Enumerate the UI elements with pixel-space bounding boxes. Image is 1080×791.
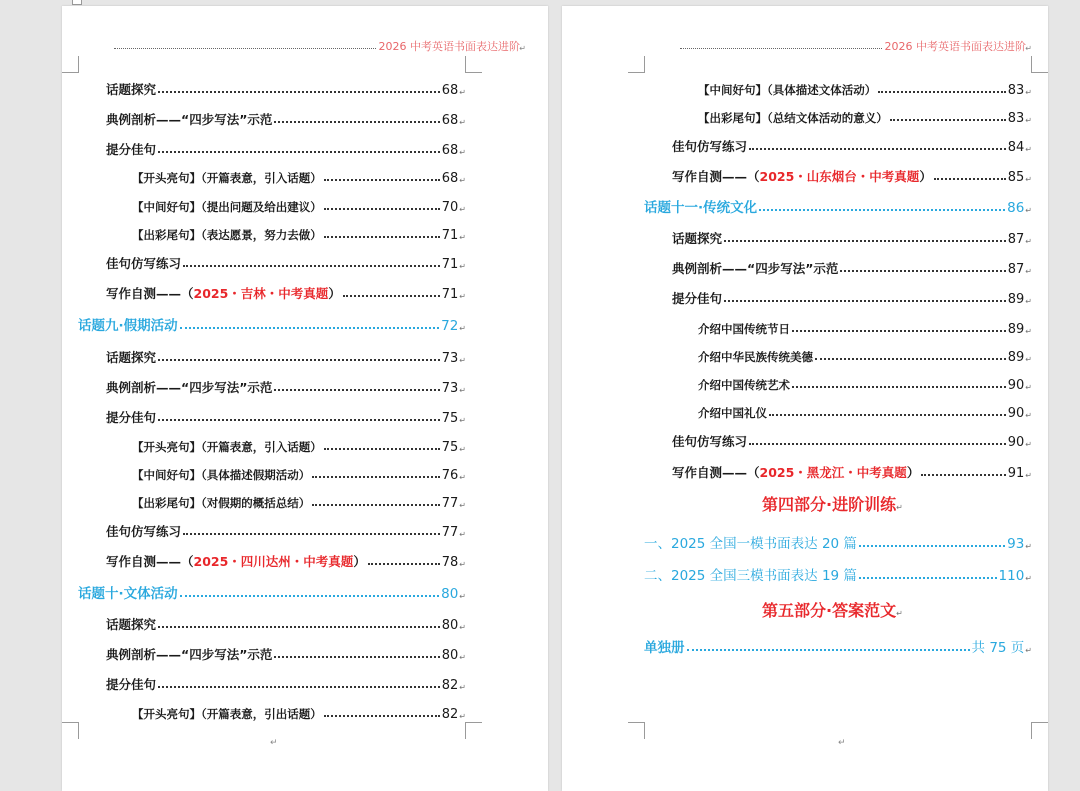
page-header: [114, 40, 526, 54]
paragraph-mark-icon: ↵: [459, 473, 466, 482]
toc-topic-heading[interactable]: [78, 582, 466, 602]
paragraph-mark-icon: ↵: [1025, 145, 1032, 154]
toc-entry[interactable]: [106, 406, 466, 426]
dot-leader: [859, 577, 997, 579]
dot-leader: [324, 236, 440, 238]
dot-leader: [158, 359, 440, 361]
toc-entry-title: 介绍中国传统艺术: [698, 378, 790, 392]
toc-entry-title: 话题探究: [672, 231, 723, 246]
title-prefix: 写作自测——（: [106, 554, 194, 569]
toc-entry-page: 83: [1007, 83, 1025, 98]
toc-entry-page: 68: [441, 83, 459, 98]
toc-entry[interactable]: [672, 135, 1032, 155]
toc-entry-page: 80: [441, 648, 459, 663]
toc-entry-title: 话题探究: [106, 617, 157, 632]
toc-entry[interactable]: [672, 227, 1032, 247]
toc-entry-title: 介绍中华民族传统美德: [698, 350, 813, 364]
paragraph-mark-icon: ↵: [459, 205, 466, 214]
paragraph-mark-icon: ↵: [838, 738, 846, 748]
paragraph-mark-icon: ↵: [459, 683, 466, 692]
dot-leader: [724, 300, 1006, 302]
toc-entry-page: 90: [1007, 406, 1025, 421]
crop-mark-top-right: [465, 56, 482, 73]
toc-entry-page: 76: [441, 468, 459, 483]
toc-entry[interactable]: [672, 430, 1032, 450]
toc-subentry[interactable]: [132, 491, 466, 511]
paragraph-mark-icon: ↵: [1025, 440, 1032, 449]
toc-entry-page: 80: [441, 618, 459, 633]
paragraph-mark-icon: ↵: [459, 501, 466, 510]
paragraph-mark-icon: ↵: [1025, 471, 1032, 480]
toc-entry-page: 89: [1007, 292, 1025, 307]
dot-leader: [183, 533, 440, 535]
dot-leader: [158, 626, 440, 628]
paragraph-mark-icon: ↵: [1025, 297, 1032, 306]
dot-leader: [158, 686, 440, 688]
toc-entry-title: [106, 552, 366, 570]
dot-leader: [180, 327, 439, 329]
toc-entry-page: 77: [441, 496, 459, 511]
paragraph-mark-icon: ↵: [896, 503, 903, 512]
paragraph-mark-icon: ↵: [459, 712, 466, 721]
toc-entry-page: 91: [1007, 466, 1025, 481]
paragraph-mark-icon: ↵: [459, 592, 466, 601]
toc-entry-exam[interactable]: [672, 461, 1032, 481]
toc-entry-page: 77: [441, 525, 459, 540]
paragraph-mark-icon: ↵: [1025, 44, 1032, 53]
exam-source: 2025・山东烟台・中考真题: [759, 169, 920, 184]
toc-entry-page: 84: [1007, 140, 1025, 155]
toc-entry-title: 【出彩尾句】（对假期的概括总结）: [132, 496, 311, 510]
dot-leader: [724, 240, 1006, 242]
toc-entry-page: 73: [441, 351, 459, 366]
dot-leader: [934, 178, 1006, 180]
toc-entry-title: 典例剖析——“四步写法”示范: [106, 112, 273, 127]
toc-entry[interactable]: [106, 520, 466, 540]
toc-entry-page: 68: [441, 171, 459, 186]
toc-subentry[interactable]: [132, 702, 466, 722]
toc-part-entry[interactable]: [644, 532, 1032, 552]
paragraph-mark-icon: ↵: [459, 623, 466, 632]
toc-entry[interactable]: [672, 287, 1032, 307]
toc-subentry[interactable]: [698, 106, 1032, 126]
dot-leader: [921, 474, 1005, 476]
dot-leader: [343, 295, 440, 297]
toc-entry-title: [672, 167, 932, 185]
toc-entry-page: 68: [441, 113, 459, 128]
dot-leader: [368, 563, 440, 565]
toc-entry-title: [672, 463, 919, 481]
toc-entry-title: 【中间好句】（具体描述假期活动）: [132, 468, 311, 482]
header-dotted-rule: [680, 48, 892, 49]
toc-subentry[interactable]: [132, 435, 466, 455]
toc-entry[interactable]: [106, 673, 466, 693]
header-title: 2026 中考英语书面表达进阶: [884, 40, 1026, 53]
toc-entry-page: 71: [441, 228, 459, 243]
dot-leader: [312, 504, 440, 506]
toc-entry-page: 80: [441, 586, 459, 602]
paragraph-mark-icon: ↵: [1025, 383, 1032, 392]
crop-mark-top-left: [62, 56, 79, 73]
toc-entry-title: 【出彩尾句】（表达愿景，努力去做）: [132, 228, 322, 242]
part-five-title: 第五部分·答案范文: [762, 601, 897, 620]
title-suffix: ）: [328, 286, 341, 301]
toc-entry-title: 提分佳句: [106, 410, 157, 425]
toc-entry-page: 87: [1007, 232, 1025, 247]
paragraph-mark-icon: ↵: [459, 416, 466, 425]
toc-subentry[interactable]: [698, 345, 1032, 365]
toc-entry-title: 佳句仿写练习: [672, 139, 748, 154]
dot-leader: [180, 595, 439, 597]
toc-entry-page: 89: [1007, 350, 1025, 365]
paragraph-mark-icon: ↵: [270, 738, 278, 748]
toc-entry[interactable]: [106, 643, 466, 663]
toc-part-entry[interactable]: [644, 564, 1032, 584]
crop-mark-bottom-right: [465, 722, 482, 739]
dot-leader: [815, 358, 1006, 360]
dot-leader: [759, 209, 1005, 211]
toc-entry-title: 话题十一·传统文化: [644, 200, 758, 216]
toc-entry-page: 68: [441, 143, 459, 158]
dot-leader: [158, 419, 440, 421]
toc-entry-page: 90: [1007, 378, 1025, 393]
window-edge-handle: [72, 0, 82, 5]
toc-entry-page: 71: [441, 287, 459, 302]
toc-part-entry[interactable]: [644, 636, 1032, 656]
header-title: 2026 中考英语书面表达进阶: [378, 40, 520, 53]
paragraph-mark-icon: ↵: [1025, 646, 1032, 655]
toc-entry-title: 佳句仿写练习: [672, 434, 748, 449]
title-prefix: 写作自测——（: [106, 286, 194, 301]
page-header: [680, 40, 1032, 54]
toc-entry-page: 93: [1007, 536, 1025, 552]
toc-entry-page: 72: [441, 318, 459, 334]
toc-entry-title: 典例剖析——“四步写法”示范: [106, 380, 273, 395]
exam-source: 2025・黑龙江・中考真题: [759, 465, 907, 480]
paragraph-mark-icon: ↵: [459, 324, 466, 333]
paragraph-mark-icon: ↵: [1025, 175, 1032, 184]
paragraph-mark-icon: ↵: [459, 176, 466, 185]
toc-subentry[interactable]: [698, 317, 1032, 337]
toc-entry-title: 典例剖析——“四步写法”示范: [672, 261, 839, 276]
toc-entry[interactable]: [106, 108, 466, 128]
toc-entry[interactable]: [106, 613, 466, 633]
title-prefix: 写作自测——（: [672, 169, 760, 184]
toc-entry-title: 话题探究: [106, 82, 157, 97]
toc-subentry[interactable]: [698, 401, 1032, 421]
toc-entry-title: 提分佳句: [106, 142, 157, 157]
dot-leader: [274, 121, 439, 123]
toc-entry-page: 78: [441, 555, 459, 570]
crop-mark-bottom-right: [1031, 722, 1048, 739]
toc-entry-page: 90: [1007, 435, 1025, 450]
toc-entry[interactable]: [106, 346, 466, 366]
toc-entry-title: 介绍中国传统节日: [698, 322, 790, 336]
exam-source: 2025・吉林・中考真题: [193, 286, 329, 301]
toc-entry[interactable]: [106, 252, 466, 272]
toc-entry-title: 【开头亮句】（开篇表意，引入话题）: [132, 171, 322, 185]
toc-entry[interactable]: [106, 78, 466, 98]
dot-leader: [749, 148, 1006, 150]
toc-entry-page: 73: [441, 381, 459, 396]
toc-entry-title: 一、2025 全国一模书面表达 20 篇: [644, 536, 857, 552]
toc-entry-page: 82: [441, 678, 459, 693]
paragraph-mark-icon: ↵: [519, 44, 526, 53]
crop-mark-bottom-left: [62, 722, 79, 739]
toc-entry[interactable]: [672, 257, 1032, 277]
exam-source: 2025・四川达州・中考真题: [193, 554, 354, 569]
toc-entry-page: 110: [998, 568, 1025, 584]
dot-leader: [324, 715, 440, 717]
toc-entry-title: 提分佳句: [672, 291, 723, 306]
paragraph-mark-icon: ↵: [459, 386, 466, 395]
toc-entry-page: 82: [441, 707, 459, 722]
toc-entry-title: 【中间好句】（提出问题及给出建议）: [132, 200, 322, 214]
part-five-heading: [762, 598, 903, 621]
toc-entry-page: 75: [441, 440, 459, 455]
dot-leader: [792, 386, 1006, 388]
toc-entry-title: 提分佳句: [106, 677, 157, 692]
toc-entry-title: 单独册: [644, 640, 685, 656]
paragraph-mark-icon: ↵: [459, 88, 466, 97]
dot-leader: [312, 476, 440, 478]
paragraph-mark-icon: ↵: [459, 530, 466, 539]
toc-entry-page: 70: [441, 200, 459, 215]
toc-entry-title: 【出彩尾句】（总结文体活动的意义）: [698, 111, 888, 125]
dot-leader: [687, 649, 970, 651]
paragraph-mark-icon: ↵: [1025, 355, 1032, 364]
toc-entry-page: 75: [441, 411, 459, 426]
paragraph-mark-icon: ↵: [459, 262, 466, 271]
paragraph-mark-icon: ↵: [459, 233, 466, 242]
dot-leader: [792, 330, 1006, 332]
paragraph-mark-icon: ↵: [1025, 237, 1032, 246]
paragraph-mark-icon: ↵: [1025, 206, 1032, 215]
toc-entry-page: 85: [1007, 170, 1025, 185]
paragraph-mark-icon: ↵: [896, 609, 903, 618]
paragraph-mark-icon: ↵: [1025, 411, 1032, 420]
paragraph-mark-icon: ↵: [1025, 327, 1032, 336]
dot-leader: [158, 151, 440, 153]
dot-leader: [324, 179, 440, 181]
dot-leader: [859, 545, 1005, 547]
paragraph-mark-icon: ↵: [459, 292, 466, 301]
toc-subentry[interactable]: [698, 78, 1032, 98]
toc-entry-page: 71: [441, 257, 459, 272]
toc-entry-title: 二、2025 全国三模书面表达 19 篇: [644, 568, 857, 584]
toc-entry-title: 【开头亮句】（开篇表意，引出话题）: [132, 707, 322, 721]
title-suffix: ）: [919, 169, 932, 184]
part-four-heading: [762, 492, 903, 515]
toc-entry-title: [106, 284, 341, 302]
paragraph-mark-icon: ↵: [1025, 542, 1032, 551]
toc-entry-page: 共 75 页: [971, 640, 1025, 656]
dot-leader: [840, 270, 1005, 272]
dot-leader: [274, 389, 439, 391]
toc-subentry[interactable]: [132, 223, 466, 243]
paragraph-mark-icon: ↵: [459, 118, 466, 127]
dot-leader: [878, 91, 1006, 93]
paragraph-mark-icon: ↵: [1025, 88, 1032, 97]
toc-entry-title: 佳句仿写练习: [106, 524, 182, 539]
document-page-left: [62, 6, 548, 791]
crop-mark-top-left: [628, 56, 645, 73]
dot-leader: [158, 91, 440, 93]
toc-entry[interactable]: [106, 376, 466, 396]
paragraph-mark-icon: ↵: [459, 560, 466, 569]
paragraph-mark-icon: ↵: [1025, 116, 1032, 125]
header-dotted-rule: [114, 48, 386, 49]
toc-entry-exam[interactable]: [106, 550, 466, 570]
dot-leader: [183, 265, 440, 267]
paragraph-mark-icon: ↵: [1025, 574, 1032, 583]
toc-topic-heading[interactable]: [644, 196, 1032, 216]
toc-entry-exam[interactable]: [672, 165, 1032, 185]
toc-entry-page: 83: [1007, 111, 1025, 126]
toc-topic-heading[interactable]: [78, 314, 466, 334]
toc-entry-title: 典例剖析——“四步写法”示范: [106, 647, 273, 662]
dot-leader: [274, 656, 439, 658]
toc-entry-title: 佳句仿写练习: [106, 256, 182, 271]
toc-entry-title: 介绍中国礼仪: [698, 406, 767, 420]
toc-subentry[interactable]: [132, 195, 466, 215]
title-prefix: 写作自测——（: [672, 465, 760, 480]
toc-entry-title: 话题探究: [106, 350, 157, 365]
toc-entry-title: 话题九·假期活动: [78, 318, 178, 334]
paragraph-mark-icon: ↵: [459, 653, 466, 662]
dot-leader: [769, 414, 1006, 416]
paragraph-mark-icon: ↵: [459, 356, 466, 365]
paragraph-mark-icon: ↵: [459, 445, 466, 454]
toc-entry-exam[interactable]: [106, 282, 466, 302]
dot-leader: [749, 443, 1006, 445]
toc-entry-title: 【开头亮句】（开篇表意，引入话题）: [132, 440, 322, 454]
toc-subentry[interactable]: [132, 463, 466, 483]
title-suffix: ）: [906, 465, 920, 480]
toc-subentry[interactable]: [132, 166, 466, 186]
crop-mark-top-right: [1031, 56, 1048, 73]
crop-mark-bottom-left: [628, 722, 645, 739]
toc-entry[interactable]: [106, 138, 466, 158]
part-four-title: 第四部分·进阶训练: [762, 495, 897, 514]
toc-subentry[interactable]: [698, 373, 1032, 393]
dot-leader: [324, 448, 440, 450]
dot-leader: [324, 208, 440, 210]
toc-entry-page: 86: [1007, 200, 1025, 216]
dot-leader: [890, 119, 1006, 121]
toc-entry-page: 87: [1007, 262, 1025, 277]
toc-entry-page: 89: [1007, 322, 1025, 337]
toc-entry-title: 【中间好句】（具体描述文体活动）: [698, 83, 877, 97]
paragraph-mark-icon: ↵: [1025, 267, 1032, 276]
title-suffix: ）: [353, 554, 366, 569]
paragraph-mark-icon: ↵: [459, 148, 466, 157]
toc-entry-title: 话题十·文体活动: [78, 586, 178, 602]
document-page-right: [562, 6, 1048, 791]
